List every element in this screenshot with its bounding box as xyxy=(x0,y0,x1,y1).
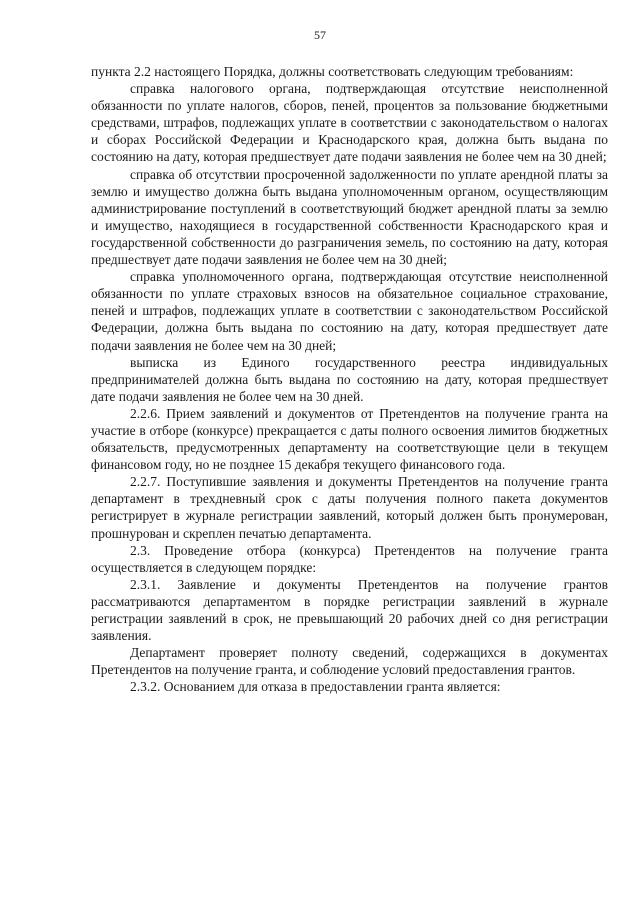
paragraph-2-2-6: 2.2.6. Прием заявлений и документов от Претендентов на получение гранта на участие в отборе (конкурсе) прекращается с даты полного освоения лимитов бюджетных обязательств, предусмотренных департаменту на соответствующие цели в текущем финансовом году, но не позднее 15 декабря текущего финансового года. xyxy=(91,405,608,473)
paragraph-tax-certificate: справка налогового органа, подтверждающая отсутствие неисполненной обязанности по уплате налогов, сборов, пеней, процентов за пользование бюджетными средствами, штрафов, подлежащих уплате в соответствии с законодательством о налогах и сборах Российской Федерации и Краснодарского края, должна быть выдана по состоянию на дату, которая предшествует дате подачи заявления не более чем на 30 дней; xyxy=(91,81,608,165)
paragraph-2-3: 2.3. Проведение отбора (конкурса) Претендентов на получение гранта осуществляется в следующем порядке: xyxy=(91,542,608,575)
page-number: 57 xyxy=(314,28,326,42)
paragraph-continuation: пункта 2.2 настоящего Порядка, должны соответствовать следующим требованиям: xyxy=(91,64,574,79)
paragraph-2-3-1: 2.3.1. Заявление и документы Претендентов на получение грантов рассматриваются департаментом в порядке регистрации заявлений в журнале регистрации заявлений в срок, не превышающий 20 рабочих дней со дня регистрации заявления. xyxy=(91,576,608,644)
paragraph-2-2-7: 2.2.7. Поступившие заявления и документы Претендентов на получение гранта департамент в трехдневный срок с даты получения полного пакета документов регистрирует в журнале регистрации заявлений, который должен быть пронумерован, прошнурован и скреплен печатью департамента. xyxy=(91,474,608,541)
document-body xyxy=(91,63,608,695)
paragraph-2-3-2: 2.3.2. Основанием для отказа в предоставлении гранта является: xyxy=(130,679,501,695)
paragraph-insurance-certificate: справка уполномоченного органа, подтверждающая отсутствие неисполненной обязанности по уплате страховых взносов на обязательное социальное страхование, пеней и штрафов, подлежащих уплате в соответствии с законодательством Российской Федерации, должна быть выдана по состоянию на дату, которая предшествует дате подачи заявления не более чем на 30 дней; xyxy=(91,269,608,353)
paragraph-department-check: Департамент проверяет полноту сведений, содержащихся в документах Претендентов на получение гранта, и соблюдение условий предоставления грантов. xyxy=(91,645,608,678)
paragraph-registry-extract: выписка из Единого государственного реестра индивидуальных предпринимателей должна быть выдана по состоянию на дату, которая предшествует дате подачи заявления не более чем на 30 дней. xyxy=(91,354,608,404)
paragraph-rent-certificate: справка об отсутствии просроченной задолженности по уплате арендной платы за землю и имущество должна быть выдана уполномоченным органом, осуществляющим администрирование поступлений в соответствующий бюджет арендной платы за землю и имущество, находящиеся в государственной собственности Краснодарского края и государственной собственности до разграничения земель, по состоянию на дату, которая предшествует дате подачи заявления не более чем на 30 дней; xyxy=(91,166,608,268)
